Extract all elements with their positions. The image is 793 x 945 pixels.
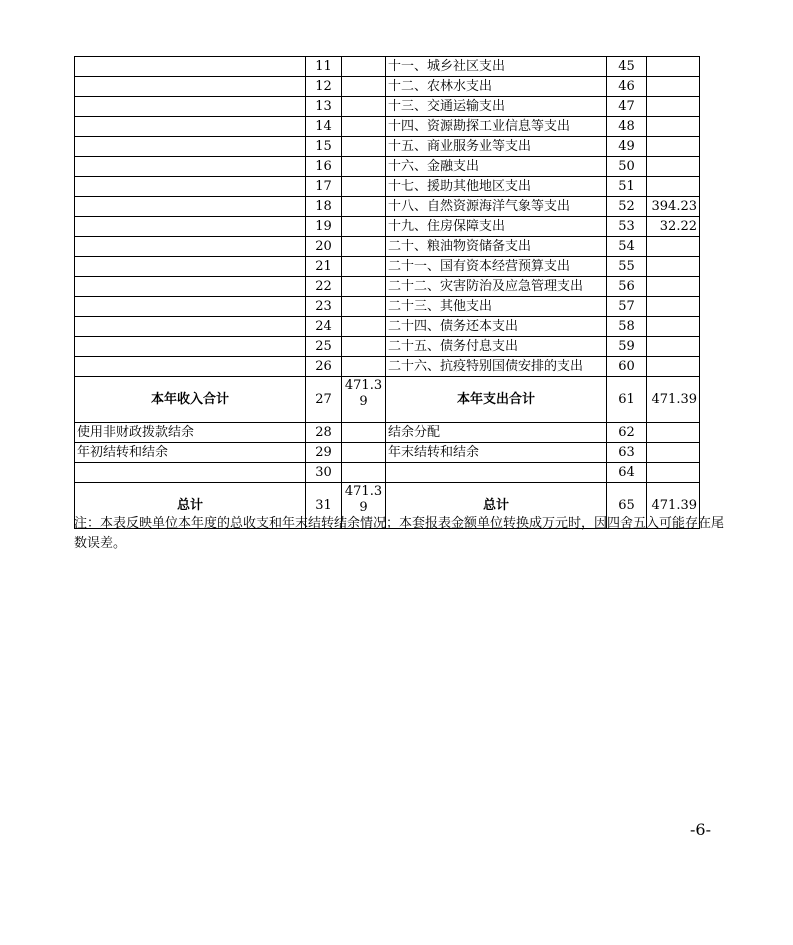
expense-item-cell: 十五、商业服务业等支出 <box>386 137 607 157</box>
expense-amount-cell <box>647 177 700 197</box>
income-line-number: 21 <box>306 257 342 277</box>
expense-amount-cell <box>647 443 700 463</box>
table-row <box>75 257 700 277</box>
income-item-cell <box>75 197 306 217</box>
expense-item-cell: 十一、城乡社区支出 <box>386 57 607 77</box>
table-row <box>75 57 700 77</box>
table-row <box>75 277 700 297</box>
expense-line-number: 53 <box>607 217 647 237</box>
expense-item-cell: 十二、农林水支出 <box>386 77 607 97</box>
table-body <box>75 57 700 529</box>
income-total-line-number: 27 <box>306 377 342 423</box>
income-total-line-number: 31 <box>306 483 342 529</box>
table-row <box>75 217 700 237</box>
expense-line-number: 64 <box>607 463 647 483</box>
income-amount-cell <box>342 157 386 177</box>
table-row <box>75 237 700 257</box>
income-line-number: 17 <box>306 177 342 197</box>
expense-item-cell: 年末结转和结余 <box>386 443 607 463</box>
expense-item-cell <box>386 463 607 483</box>
table-row <box>75 297 700 317</box>
expense-line-number: 54 <box>607 237 647 257</box>
income-line-number: 26 <box>306 357 342 377</box>
expense-amount-cell <box>647 137 700 157</box>
table-row <box>75 97 700 117</box>
table-row <box>75 337 700 357</box>
income-line-number: 24 <box>306 317 342 337</box>
expense-amount-cell <box>647 77 700 97</box>
expense-total-label: 总计 <box>386 483 607 529</box>
income-amount-cell <box>342 337 386 357</box>
table-row <box>75 157 700 177</box>
expense-amount-cell <box>647 157 700 177</box>
income-item-cell <box>75 463 306 483</box>
expense-amount-cell <box>647 337 700 357</box>
income-item-cell <box>75 117 306 137</box>
expense-amount-cell <box>647 423 700 443</box>
expense-item-cell: 十九、住房保障支出 <box>386 217 607 237</box>
expense-line-number: 55 <box>607 257 647 277</box>
income-line-number: 29 <box>306 443 342 463</box>
income-amount-cell <box>342 277 386 297</box>
table-row <box>75 137 700 157</box>
expense-line-number: 51 <box>607 177 647 197</box>
income-amount-cell <box>342 57 386 77</box>
expense-amount-cell <box>647 463 700 483</box>
table-row <box>75 197 700 217</box>
expense-line-number: 63 <box>607 443 647 463</box>
income-line-number: 15 <box>306 137 342 157</box>
income-line-number: 20 <box>306 237 342 257</box>
expense-item-cell: 二十二、灾害防治及应急管理支出 <box>386 277 607 297</box>
income-total-label: 总计 <box>75 483 306 529</box>
income-line-number: 18 <box>306 197 342 217</box>
income-line-number: 11 <box>306 57 342 77</box>
table-row <box>75 177 700 197</box>
expense-item-cell: 十八、自然资源海洋气象等支出 <box>386 197 607 217</box>
income-amount-cell <box>342 97 386 117</box>
income-line-number: 19 <box>306 217 342 237</box>
expense-amount-cell: 394.23 <box>647 197 700 217</box>
table-row <box>75 463 700 483</box>
expense-line-number: 50 <box>607 157 647 177</box>
income-amount-cell <box>342 443 386 463</box>
expense-item-cell: 二十六、抗疫特别国债安排的支出 <box>386 357 607 377</box>
expense-line-number: 47 <box>607 97 647 117</box>
income-item-cell <box>75 277 306 297</box>
table-row <box>75 423 700 443</box>
expense-item-cell: 十六、金融支出 <box>386 157 607 177</box>
expense-line-number: 60 <box>607 357 647 377</box>
expense-total-line-number: 61 <box>607 377 647 423</box>
expense-line-number: 59 <box>607 337 647 357</box>
final-accounts-table <box>74 56 700 529</box>
income-item-cell <box>75 57 306 77</box>
expense-total-amount: 471.39 <box>647 483 700 529</box>
expense-line-number: 56 <box>607 277 647 297</box>
expense-amount-cell <box>647 317 700 337</box>
income-amount-cell <box>342 197 386 217</box>
income-amount-cell <box>342 137 386 157</box>
table-row <box>75 117 700 137</box>
expense-item-cell: 二十五、债务付息支出 <box>386 337 607 357</box>
expense-line-number: 57 <box>607 297 647 317</box>
income-line-number: 16 <box>306 157 342 177</box>
expense-amount-cell <box>647 257 700 277</box>
income-amount-cell <box>342 77 386 97</box>
income-amount-cell <box>342 237 386 257</box>
expense-total-line-number: 65 <box>607 483 647 529</box>
income-item-cell <box>75 77 306 97</box>
income-line-number: 28 <box>306 423 342 443</box>
income-total-amount: 471.39 <box>342 377 386 423</box>
expense-total-amount: 471.39 <box>647 377 700 423</box>
income-line-number: 13 <box>306 97 342 117</box>
annual-total-row <box>75 377 700 423</box>
income-item-cell <box>75 357 306 377</box>
income-amount-cell <box>342 217 386 237</box>
table-row <box>75 77 700 97</box>
expense-amount-cell: 32.22 <box>647 217 700 237</box>
table-row <box>75 443 700 463</box>
table-row <box>75 317 700 337</box>
expense-amount-cell <box>647 117 700 137</box>
income-item-cell <box>75 237 306 257</box>
income-item-cell <box>75 177 306 197</box>
expense-amount-cell <box>647 57 700 77</box>
income-item-cell <box>75 257 306 277</box>
income-line-number: 12 <box>306 77 342 97</box>
expense-amount-cell <box>647 237 700 257</box>
income-item-cell <box>75 337 306 357</box>
income-item-cell <box>75 157 306 177</box>
income-line-number: 25 <box>306 337 342 357</box>
expense-line-number: 49 <box>607 137 647 157</box>
income-amount-cell <box>342 357 386 377</box>
expense-item-cell: 十三、交通运输支出 <box>386 97 607 117</box>
income-line-number: 30 <box>306 463 342 483</box>
income-line-number: 23 <box>306 297 342 317</box>
expense-amount-cell <box>647 277 700 297</box>
expense-amount-cell <box>647 357 700 377</box>
page-number: -6- <box>690 820 711 839</box>
expense-line-number: 48 <box>607 117 647 137</box>
expense-line-number: 46 <box>607 77 647 97</box>
expense-item-cell: 二十、粮油物资储备支出 <box>386 237 607 257</box>
expense-total-label: 本年支出合计 <box>386 377 607 423</box>
expense-line-number: 62 <box>607 423 647 443</box>
expense-item-cell: 二十四、债务还本支出 <box>386 317 607 337</box>
income-total-amount: 471.39 <box>342 483 386 529</box>
expense-line-number: 52 <box>607 197 647 217</box>
expense-amount-cell <box>647 97 700 117</box>
expense-amount-cell <box>647 297 700 317</box>
income-total-label: 本年收入合计 <box>75 377 306 423</box>
income-amount-cell <box>342 177 386 197</box>
income-item-cell: 年初结转和结余 <box>75 443 306 463</box>
table-footnote: 注：本表反映单位本年度的总收支和年末结转结余情况；本套报表金额单位转换成万元时，因四舍五入可能存在尾数误差。 <box>74 516 725 551</box>
income-amount-cell <box>342 257 386 277</box>
income-amount-cell <box>342 423 386 443</box>
income-item-cell <box>75 137 306 157</box>
table-row <box>75 357 700 377</box>
expense-item-cell: 十四、资源勘探工业信息等支出 <box>386 117 607 137</box>
income-amount-cell <box>342 297 386 317</box>
expense-item-cell: 十七、援助其他地区支出 <box>386 177 607 197</box>
income-line-number: 22 <box>306 277 342 297</box>
expense-line-number: 45 <box>607 57 647 77</box>
income-amount-cell <box>342 117 386 137</box>
income-item-cell: 使用非财政拨款结余 <box>75 423 306 443</box>
expense-item-cell: 二十一、国有资本经营预算支出 <box>386 257 607 277</box>
income-amount-cell <box>342 463 386 483</box>
income-amount-cell <box>342 317 386 337</box>
income-item-cell <box>75 317 306 337</box>
income-item-cell <box>75 217 306 237</box>
expense-line-number: 58 <box>607 317 647 337</box>
expense-item-cell: 二十三、其他支出 <box>386 297 607 317</box>
income-item-cell <box>75 97 306 117</box>
income-line-number: 14 <box>306 117 342 137</box>
income-item-cell <box>75 297 306 317</box>
expense-item-cell: 结余分配 <box>386 423 607 443</box>
